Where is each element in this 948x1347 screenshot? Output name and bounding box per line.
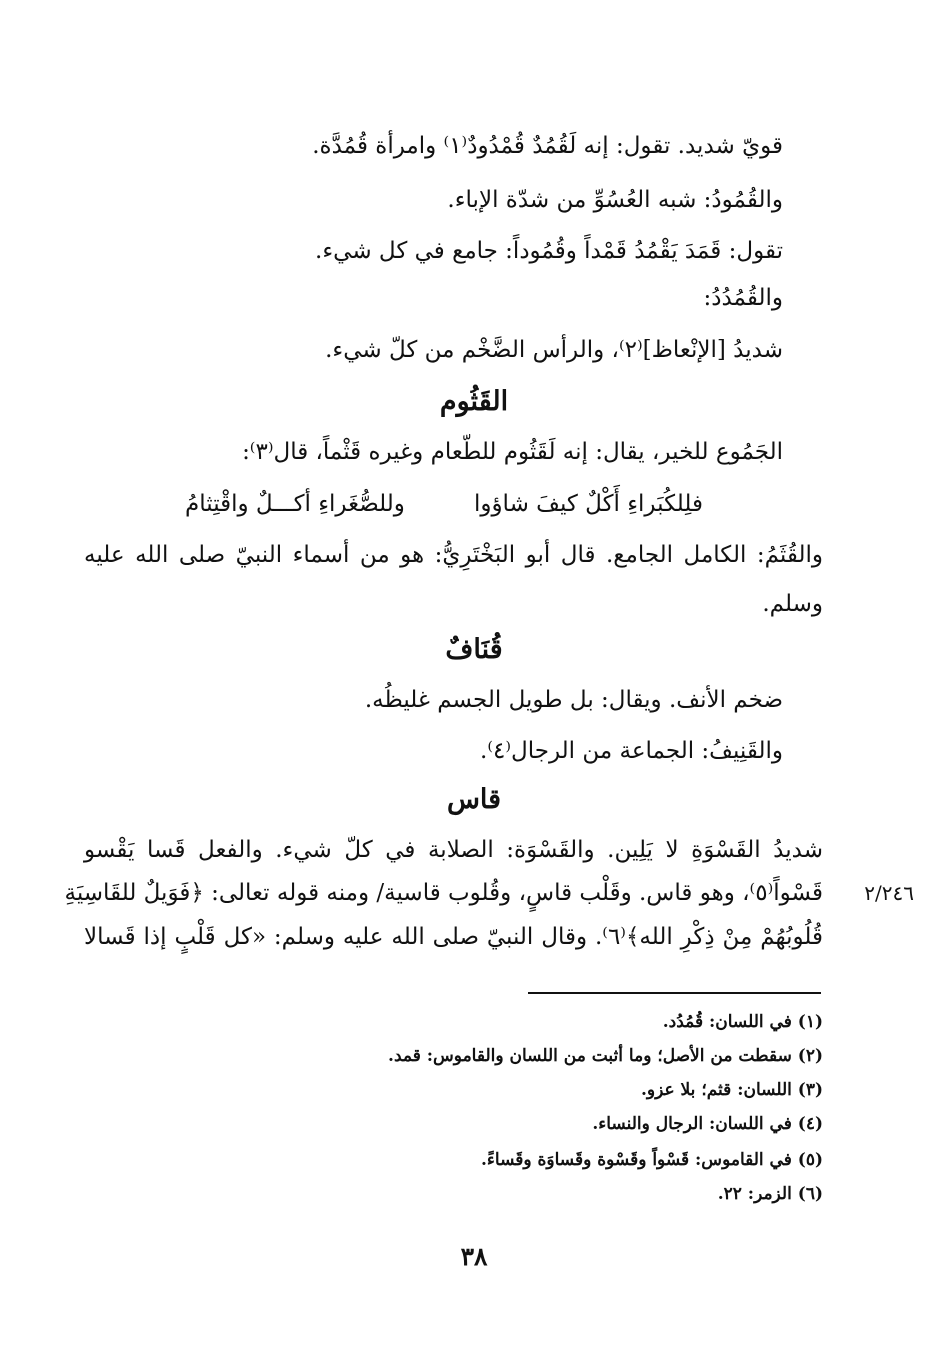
text-line: شديدُ [الإنْعاظ]⁽٢⁾، والرأس الضَّخْم من كلّ شيء. (325, 337, 783, 363)
text-line: والقَنِيفُ: الجماعة من الرجال⁽٤⁾. (480, 738, 783, 764)
text-line: قَسْواً⁽٥⁾، وهو قاس. وقَلْب قاسٍ، وقُلوب قاسية/ ومنه قوله تعالى: ﴿فَوَيلٌ للقَاسِيَةِ (64, 880, 823, 906)
footnote: (١) في اللسان: قُمُدُد. (662, 1012, 823, 1032)
footnote-divider (528, 992, 821, 994)
footnote: (٣) اللسان: قثم؛ بلا عزو. (640, 1080, 823, 1100)
text-line: تقول: قَمَدَ يَقْمُدُ قَمْداً وقُمُوداً: جامع في كل شيء. (315, 238, 783, 264)
entry-heading: قُنَافٌ (445, 634, 503, 665)
text-line: ضخم الأنف. ويقال: بل طويل الجسم غليظُه. (364, 687, 783, 713)
text-line: وسلم. (762, 591, 823, 617)
verse-hemistich-right: فلِلكُبَراءِ أَكْلٌ كيفَ شاؤوا (473, 491, 703, 517)
footnote: (٢) سقطت من الأصل؛ وما أثبت من اللسان والقاموس: قمد. (388, 1046, 823, 1066)
footnote: (٦) الزمر: ٢٢. (717, 1184, 823, 1204)
margin-page-reference: ٢/٢٤٦ (864, 881, 914, 905)
text-line: قويّ شديد. تقول: إنه لَقُمُدٌ قُمْدُودٌ⁽١⁾ وامرأة قُمُدَّة. (312, 133, 783, 159)
text-line: الجَمُوع للخير، يقال: إنه لَقَثُوم للطّعام وغيره قَثْماً، قال⁽٣⁾: (242, 439, 783, 465)
entry-heading: القَثُوم (439, 386, 509, 417)
text-line: شديدُ القَسْوَةِ لا يَلِين. والقَسْوَة: الصلابة في كلّ شيء. والفعل قَسا يَقْسو (84, 837, 823, 863)
text-line: قُلُوبُهُمْ مِنْ ذِكْرِ الله﴾⁽٦⁾. وقال النبيّ صلى الله عليه وسلم: «كل قَلْبٍ إذا قَسالا (84, 924, 824, 950)
verse-hemistich-left: وللصُّغَراءِ أكـــلٌ واقْتِثامُ (185, 491, 405, 517)
footnote: (٥) في القاموس: قَسْواً وقَسْوة وقَساوَة وقَساءً. (480, 1150, 823, 1170)
entry-heading: قاس (446, 784, 502, 815)
text-line: والقُمُودُ: شبه العُسُوِّ من شدّة الإباء. (447, 187, 783, 213)
text-line: والقُثَمُ: الكامل الجامع. قال أبو البَخْتَرِيُّ: هو من أسماء النبيّ صلى الله عليه (84, 542, 823, 568)
text-line: والقُمُدُدُ: (703, 285, 783, 311)
page-number: ٣٨ (460, 1242, 488, 1271)
footnote: (٤) في اللسان: الرجال والنساء. (592, 1114, 823, 1134)
